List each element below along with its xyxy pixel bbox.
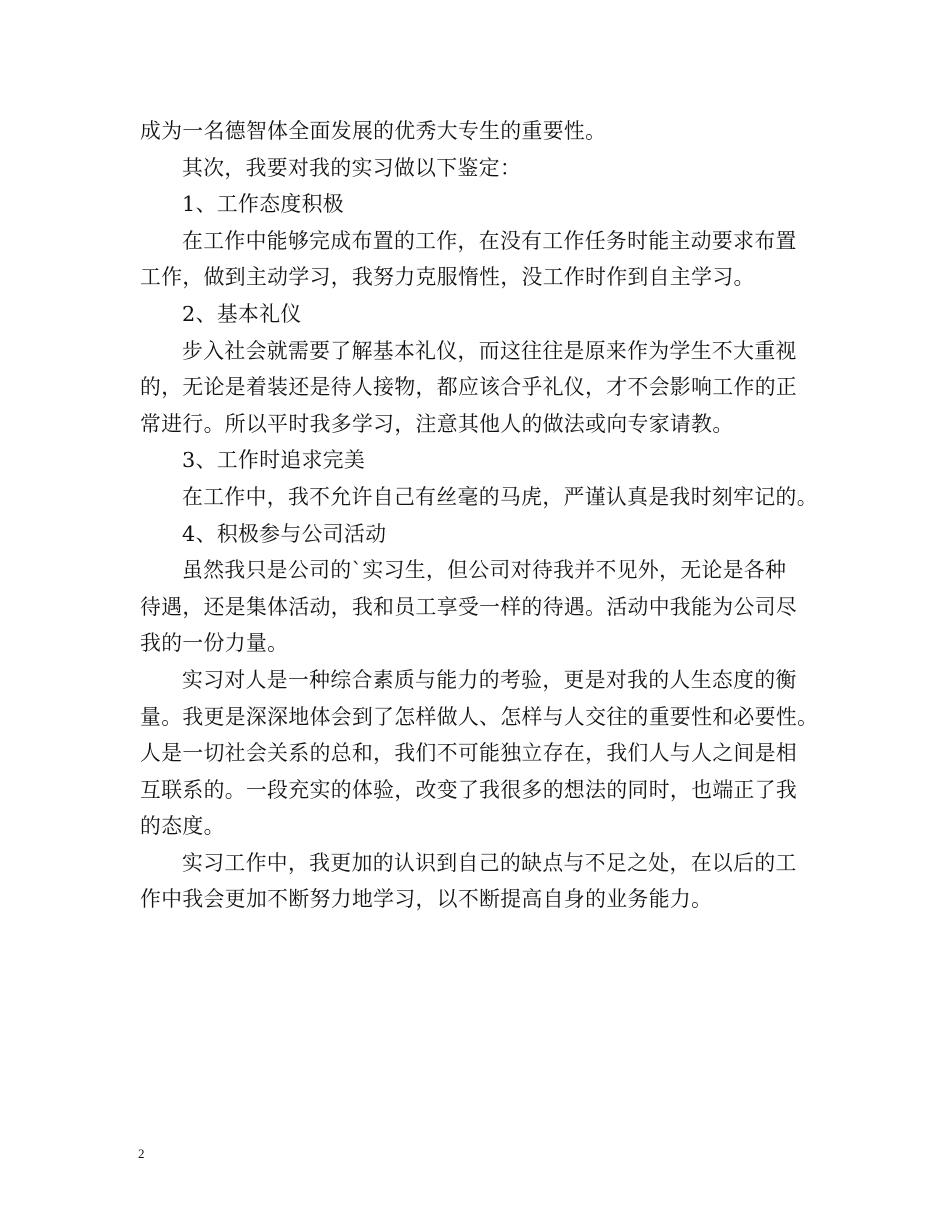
text-line: 待遇，还是集体活动，我和员工享受一样的待遇。活动中我能为公司尽 <box>140 594 798 619</box>
text-line: 作中我会更加不断努力地学习，以不断提高自身的业务能力。 <box>140 887 713 912</box>
text-line: 实习工作中，我更加的认识到自己的缺点与不足之处，在以后的工 <box>182 850 797 875</box>
text-line: 人是一切社会关系的总和，我们不可能独立存在，我们人与人之间是相 <box>140 741 798 766</box>
text-line: 互联系的。一段充实的体验，改变了我很多的想法的同时，也端正了我 <box>140 777 798 802</box>
text-line: 实习对人是一种综合素质与能力的考验，更是对我的人生态度的衡 <box>182 667 797 692</box>
section-heading: 2、基本礼仪 <box>182 301 302 326</box>
text-line: 我的一份力量。 <box>140 631 289 656</box>
section-heading: 1、工作态度积极 <box>182 192 345 217</box>
section-heading: 4、积极参与公司活动 <box>182 521 387 546</box>
text-line: 其次，我要对我的实习做以下鉴定： <box>182 155 522 180</box>
text-line: 工作，做到主动学习，我努力克服惰性，没工作时作到自主学习。 <box>140 265 755 290</box>
text-line: 的态度。 <box>140 814 225 839</box>
text-line: 在工作中，我不允许自己有丝毫的马虎，严谨认真是我时刻牢记的。 <box>182 484 818 509</box>
document-body <box>140 113 819 918</box>
text-line: 成为一名德智体全面发展的优秀大专生的重要性。 <box>140 119 607 143</box>
text-line: 的，无论是着装还是待人接物，都应该合乎礼仪，才不会影响工作的正 <box>140 375 798 400</box>
text-line: 常进行。所以平时我多学习，注意其他人的做法或向专家请教。 <box>140 411 734 436</box>
text-line: 虽然我只是公司的`实习生，但公司对待我并不见外，无论是各种 <box>182 558 787 583</box>
text-line: 量。我更是深深地体会到了怎样做人、怎样与人交往的重要性和必要性。 <box>140 704 819 729</box>
page-number: 2 <box>138 1146 145 1161</box>
text-line: 在工作中能够完成布置的工作，在没有工作任务时能主动要求布置 <box>182 228 797 253</box>
text-line: 步入社会就需要了解基本礼仪，而这往往是原来作为学生不大重视 <box>182 338 797 363</box>
section-heading: 3、工作时追求完美 <box>182 448 366 473</box>
